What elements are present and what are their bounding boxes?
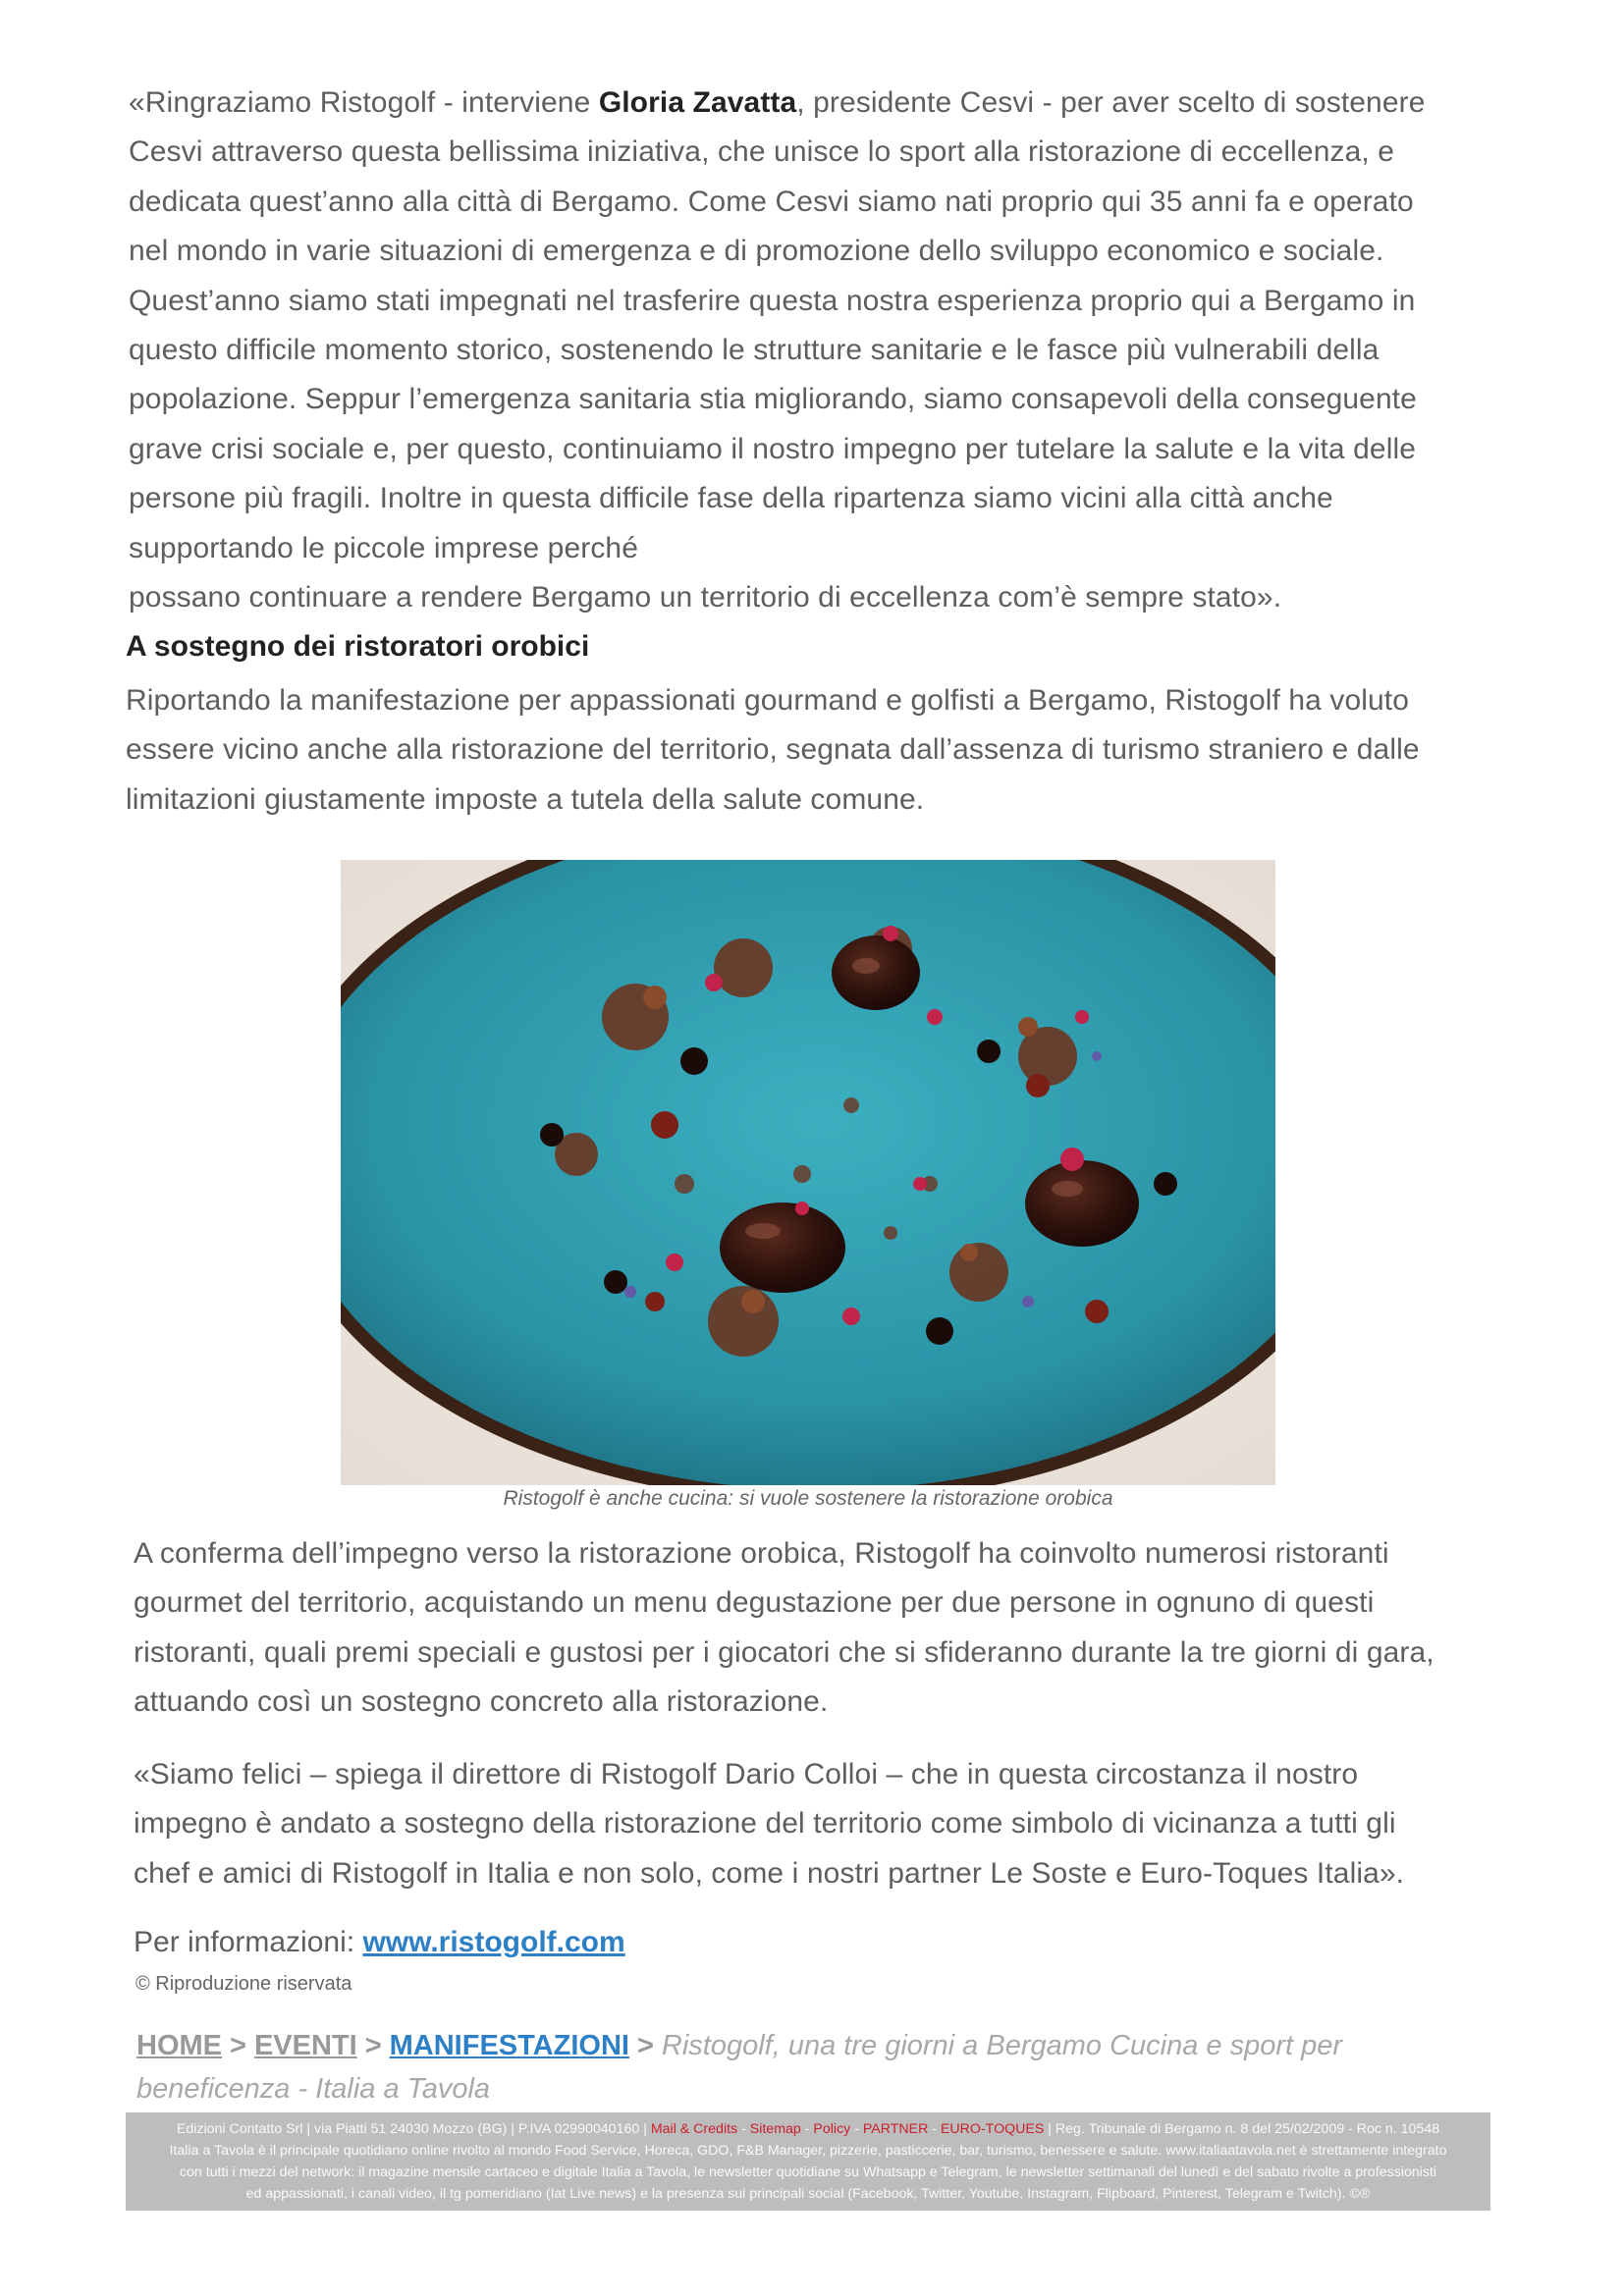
breadcrumb [136,2024,1433,2110]
section-paragraph [126,676,1420,825]
intro-quote-line: nel mondo in varie situazioni di emergenza e di promozione dello sviluppo economico e sociale. [129,235,1384,268]
footer-description: ed appassionati, i canali video, il tg pomeridiano (Iat Live news) e la presenza sui principali social (Facebook, Twitter, Youtube, Instagram, Flipboard, Pinterest, Telegram e Twitch). ©® [245,2186,1371,2202]
footer-description: Italia a Tavola è il principale quotidiano online rivolto al mondo Food Service, Horeca, GDO, F&B Manager, pizzerie, pasticcerie, bar, turismo, benessere e salute. www.italiaatavola.net è strettamente integrato [169,2143,1447,2159]
confirm-paragraph-line: A conferma dell’impegno verso la ristorazione orobica, Ristogolf ha coinvolto numerosi ristoranti [134,1537,1389,1570]
ristogolf-link[interactable]: www.ristogolf.com [362,1926,625,1958]
director-quote-line: «Siamo felici – spiega il direttore di Ristogolf Dario Colloi – che in questa circostanza il nostro [134,1758,1359,1790]
confirm-paragraph [134,1529,1434,1728]
intro-quote-line: grave crisi sociale e, per questo, continuiamo il nostro impegno per tutelare la salute e la vita delle [129,432,1417,465]
intro-quote-line-1: «Ringraziamo Ristogolf - interviene Gloria Zavatta, presidente Cesvi - per aver scelto di sostenere [129,86,1426,119]
intro-quote-line: persone più fragili. Inoltre in questa difficile fase della ripartenza siamo vicini alla città anche [129,482,1333,515]
confirm-paragraph-line: attuando così un sostegno concreto alla ristorazione. [134,1685,829,1719]
dessert-plate-illustration [341,860,1275,1485]
footer-eurotoques-link[interactable]: EURO-TOQUES [940,2121,1045,2137]
info-label: Per informazioni: [134,1926,363,1958]
speaker-name: Gloria Zavatta [598,86,797,119]
confirm-paragraph-line: ristoranti, quali premi speciali e gustosi per i giocatori che si sfideranno durante la tre giorni di gara, [134,1635,1434,1669]
intro-quote-line: supportando le piccole imprese perché [129,531,639,564]
breadcrumb-separator: > [230,2030,246,2061]
director-quote [134,1750,1404,1898]
breadcrumb-home-link[interactable]: HOME [136,2030,222,2061]
footer-description: con tutti i mezzi del network: il magazine mensile cartaceo e digitale Italia a Tavola, le newsletter quotidiane su Whatsapp e Telegram, le newsletter settimanali del lunedì e del sabato rivolte a professionisti [179,2164,1437,2180]
intro-quote-line: possano continuare a rendere Bergamo un territorio di eccellenza com’è sempre stato». [129,581,1282,614]
intro-quote-line: popolazione. Seppur l’emergenza sanitaria stia migliorando, siamo consapevoli della conseguente [129,383,1417,416]
footer-text: Edizioni Contatto Srl | via Piatti 51 24030 Mozzo (BG) | P.IVA 02990040160 | Mail & Credits - Sitemap - Policy - PARTNER - EURO-TOQUES | Reg. Tribunale di Bergamo n. 8 del 25/02/2009 - Roc n. 10548 Italia a Tavola è il principale quotidiano online rivolto al mondo Food Service, Horeca, GDO, F&B Manager, pizzerie, pasticcerie, bar, turismo, benessere e salute. www.italiaatavola.net è strettamente integrato con tutti i mezzi del network: il magazine mensile cartaceo e digitale Italia a Tavola, le newsletter quotidiane su Whatsapp e Telegram, le newsletter settimanali del lunedì e del sabato rivolte a professionisti ed appassionati, i canali video, il tg pomeridiano (Iat Live news) e la presenza sui principali social (Facebook, Twitter, Youtube, Instagram, Flipboard, Pinterest, Telegram e Twitch). ©® [169,2121,1447,2202]
info-line [134,1926,625,1959]
footer-policy-link[interactable]: Policy [813,2121,851,2137]
site-footer [126,2112,1490,2211]
intro-quote [129,79,1425,622]
section-heading: A sostegno dei ristoratori orobici [126,630,590,663]
confirm-paragraph-line: gourmet del territorio, acquistando un menu degustazione per due persone in ognuno di questi [134,1586,1375,1620]
breadcrumb-separator: > [636,2030,654,2061]
footer-partner-link[interactable]: PARTNER [862,2121,929,2137]
section-paragraph-line: limitazioni giustamente imposte a tutela della salute comune. [126,782,925,816]
breadcrumb-manifestazioni-link[interactable]: MANIFESTAZIONI [389,2030,629,2061]
intro-quote-line: Cesvi attraverso questa bellissima iniziativa, che unisce lo sport alla ristorazione di eccellenza, e [129,135,1395,169]
copyright-notice: © Riproduzione riservata [135,1973,352,1995]
dessert-photo [341,860,1275,1485]
breadcrumb-current-page: Ristogolf, una tre giorni a Bergamo Cucina e sport per beneficenza - Italia a Tavola [136,2030,1343,2105]
breadcrumb-eventi-link[interactable]: EVENTI [253,2030,357,2061]
director-quote-line: impegno è andato a sostegno della ristorazione del territorio come simbolo di vicinanza a tutti gli [134,1807,1396,1841]
intro-quote-line: dedicata quest’anno alla città di Bergamo. Come Cesvi siamo nati proprio qui 35 anni fa e operato [129,185,1414,218]
footer-mail-credits-link[interactable]: Mail & Credits [650,2121,738,2137]
director-quote-line: chef e amici di Ristogolf in Italia e non solo, come i nostri partner Le Soste e Euro-Toques Italia». [134,1856,1405,1890]
intro-quote-line: Quest’anno siamo stati impegnati nel trasferire questa nostra esperienza proprio qui a Bergamo in [129,284,1416,317]
section-paragraph-line: Riportando la manifestazione per appassionati gourmand e golfisti a Bergamo, Ristogolf ha voluto [126,684,1410,717]
footer-sitemap-link[interactable]: Sitemap [749,2121,801,2137]
section-paragraph-line: essere vicino anche alla ristorazione del territorio, segnata dall’assenza di turismo straniero e dalle [126,733,1420,767]
intro-quote-line: questo difficile momento storico, sostenendo le strutture sanitarie e le fasce più vulnerabili della [129,334,1380,367]
image-caption: Ristogolf è anche cucina: si vuole sostenere la ristorazione orobica [503,1487,1113,1510]
breadcrumb-separator: > [364,2030,382,2061]
